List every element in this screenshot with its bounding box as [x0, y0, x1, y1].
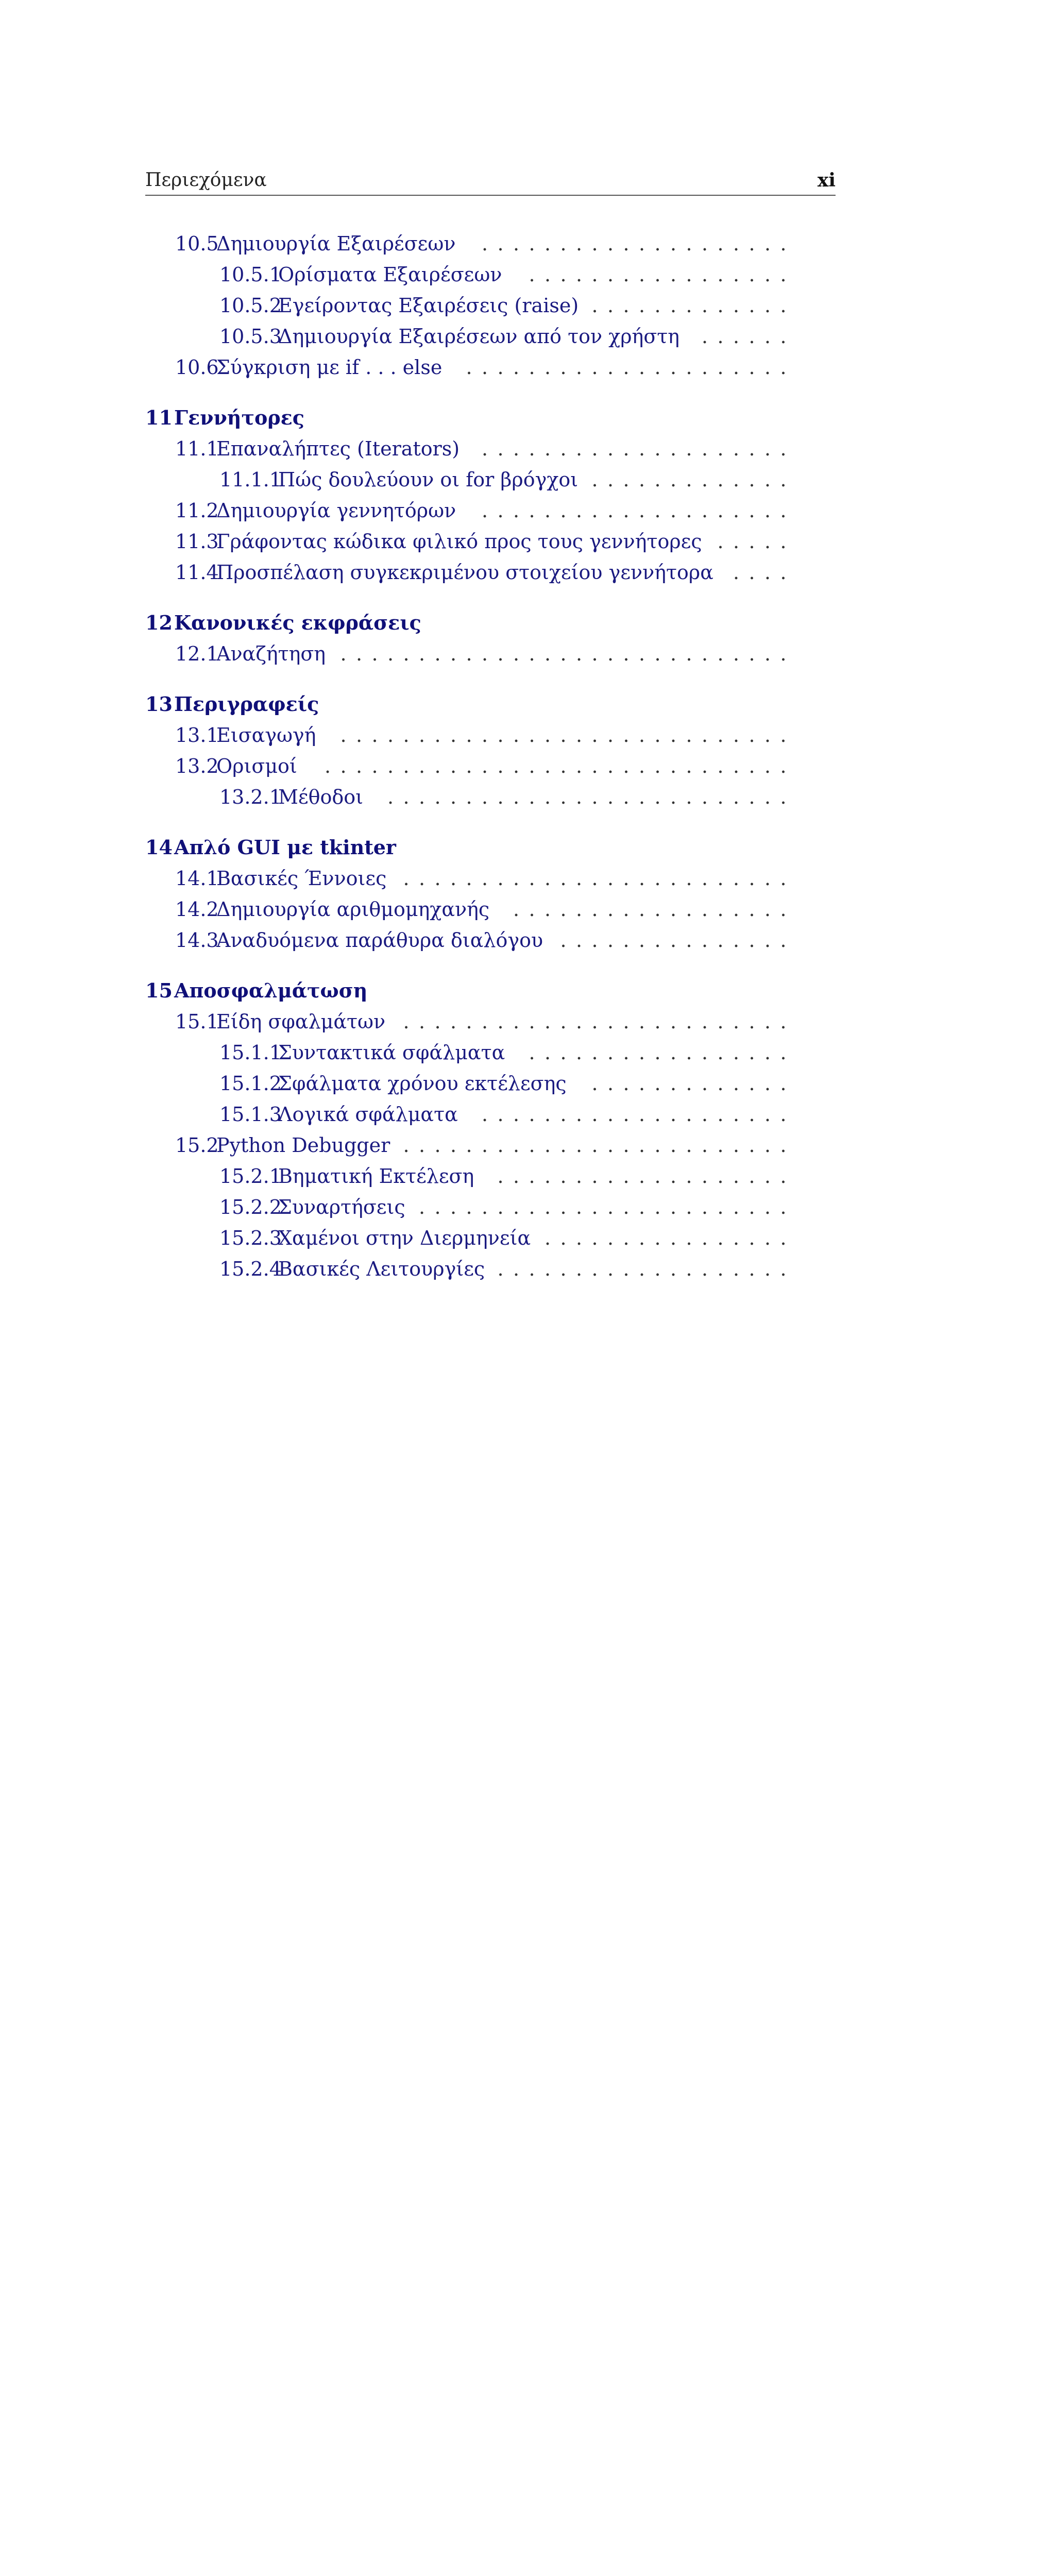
toc-entry-number: 10.6	[175, 356, 219, 379]
toc-entry-number: 11	[145, 406, 173, 429]
toc-section-entry[interactable]	[0, 467, 1055, 493]
toc-entry-title: Αναδυόμενα παράθυρα διαλόγου	[216, 929, 543, 952]
toc-entry-title: Περιγραφείς	[174, 692, 319, 716]
toc-section-entry[interactable]	[0, 722, 1055, 748]
toc-entry-title: Πώς δουλεύουν οι for βρόγχοι	[278, 468, 578, 491]
toc-section-entry[interactable]	[0, 498, 1055, 523]
toc-section-entry[interactable]	[0, 262, 1055, 287]
toc-section-entry[interactable]	[0, 1256, 1055, 1282]
leader-dots: . . . . . . . . . . . . . . . . . . . . . . . . . . . . . .	[325, 755, 787, 777]
leader-dots: . . . . . . . . . . . . . . . . . . . . . . . . .	[403, 1134, 787, 1157]
toc-entry-title: Μέθοδοι	[278, 786, 364, 808]
leader-dots: . . . .	[733, 561, 787, 584]
leader-dots: . . . . . . . . . . . . . . . . . . . . . . . . .	[403, 1010, 787, 1033]
leader-dots: . . . . . . . . . . . . . . . . .	[529, 1041, 787, 1064]
leader-dots: . . . . . . . . . . . . . . . . . . . . . . . . . .	[387, 786, 787, 808]
toc-entry-title: Επαναλήπτες (Iterators)	[216, 437, 460, 460]
toc-section-entry[interactable]	[0, 1071, 1055, 1096]
toc-entry-title: Εγείροντας Εξαιρέσεις (raise)	[278, 294, 579, 317]
leader-dots: . . . . . . . . . . . . . . . . . . . .	[482, 232, 787, 255]
toc-entry-number: 13.2	[175, 755, 219, 777]
toc-section-entry[interactable]	[0, 753, 1055, 779]
toc-section-entry[interactable]	[0, 1194, 1055, 1220]
leader-dots: . . . . . . . . . . . . . . .	[560, 929, 787, 952]
toc-entry-number: 14	[145, 836, 173, 859]
toc-entry-number: 15.1.3	[219, 1103, 282, 1126]
toc-entry-number: 11.1.1	[219, 468, 282, 491]
toc-entry-title: Python Debugger	[216, 1134, 390, 1157]
toc-entry-number: 12.1	[175, 642, 219, 665]
toc-entry-number: 11.4	[175, 561, 219, 584]
toc-entry-title: Είδη σφαλμάτων	[216, 1010, 386, 1033]
toc-section-entry[interactable]	[0, 560, 1055, 585]
toc-chapter-entry[interactable]	[0, 978, 1055, 1004]
toc-section-entry[interactable]	[0, 1225, 1055, 1251]
toc-entry-number: 10.5.1	[219, 263, 282, 286]
leader-dots: . . . . . .	[702, 325, 787, 348]
toc-entry-number: 15.2.1	[219, 1165, 282, 1188]
toc-entry-title: Δημιουργία γεννητόρων	[216, 499, 456, 522]
toc-entry-title: Χαμένοι στην Διερμηνεία	[278, 1227, 531, 1249]
toc-section-entry[interactable]	[0, 1132, 1055, 1158]
header-page-number: xi	[817, 170, 836, 191]
toc-entry-title: Συντακτικά σφάλματα	[278, 1041, 505, 1064]
toc-entry-number: 15.2.3	[219, 1227, 282, 1249]
leader-dots: . . . . . . . . . . . . . . . . . . . . . . . . . . . . .	[340, 724, 787, 747]
toc-chapter-entry[interactable]	[0, 405, 1055, 431]
toc-entry-title: Συναρτήσεις	[278, 1196, 405, 1218]
toc-entry-title: Σφάλματα χρόνου εκτέλεσης	[278, 1072, 567, 1095]
toc-entry-title: Δημιουργία Εξαιρέσεων	[216, 232, 456, 255]
toc-section-entry[interactable]	[0, 1040, 1055, 1065]
leader-dots: . . . . . . . . . . . . . . . . .	[529, 263, 787, 286]
toc-entry-number: 13	[145, 692, 173, 716]
toc-entry-number: 14.2	[175, 898, 219, 921]
toc-section-entry[interactable]	[0, 293, 1055, 318]
header-title: Περιεχόμενα	[145, 170, 267, 191]
toc-entry-title: Αποσφαλμάτωση	[174, 979, 368, 1002]
toc-entry-number: 11.3	[175, 530, 219, 553]
toc-entry-title: Σύγκριση με if . . . else	[216, 356, 443, 379]
toc-section-entry[interactable]	[0, 1009, 1055, 1035]
toc-entry-number: 15.2.2	[219, 1196, 282, 1218]
toc-entry-title: Βασικές Λειτουργίες	[278, 1258, 485, 1280]
toc-entry-number: 15.1.2	[219, 1072, 282, 1095]
toc-section-entry[interactable]	[0, 354, 1055, 380]
toc-entry-title: Λογικά σφάλματα	[278, 1103, 458, 1126]
leader-dots: . . . . . . . . . . . . . . . . . . . . . . . .	[419, 1196, 787, 1218]
toc-section-entry[interactable]	[0, 231, 1055, 257]
leader-dots: . . . . . . . . . . . . . . . . . .	[513, 898, 787, 921]
toc-entry-number: 14.1	[175, 867, 219, 890]
toc-entry-number: 10.5.2	[219, 294, 282, 317]
toc-entry-number: 10.5.3	[219, 325, 282, 348]
toc-section-entry[interactable]	[0, 927, 1055, 953]
leader-dots: . . . . .	[717, 530, 787, 553]
leader-dots: . . . . . . . . . . . . .	[591, 1072, 787, 1095]
toc-entry-number: 15	[145, 979, 173, 1002]
toc-section-entry[interactable]	[0, 1163, 1055, 1189]
toc-entry-number: 15.2.4	[219, 1258, 282, 1280]
toc-entry-title: Κανονικές εκφράσεις	[174, 611, 421, 634]
running-header	[145, 166, 836, 196]
toc-entry-number: 12	[145, 611, 173, 634]
toc-entry-title: Βηματική Εκτέλεση	[278, 1165, 474, 1188]
toc-entry-number: 13.2.1	[219, 786, 282, 808]
toc-entry-number: 13.1	[175, 724, 219, 747]
leader-dots: . . . . . . . . . . . . . . . . . . . .	[482, 437, 787, 460]
toc-entry-title: Γράφοντας κώδικα φιλικό προς τους γεννήτορες	[216, 530, 702, 553]
leader-dots: . . . . . . . . . . . . . . . . . . . . . . . . . . . . .	[340, 642, 787, 665]
toc-entry-number: 11.1	[175, 437, 219, 460]
toc-entry-number: 11.2	[175, 499, 219, 522]
toc-entry-title: Δημιουργία αριθμομηχανής	[216, 898, 490, 921]
toc-entry-title: Γεννήτορες	[174, 406, 304, 429]
toc-entry-title: Ορισμοί	[216, 755, 297, 777]
leader-dots: . . . . . . . . . . . . . . . . . . . . .	[466, 356, 787, 379]
toc-entry-page	[0, 1256, 841, 2576]
toc-chapter-entry[interactable]	[0, 610, 1055, 636]
toc-entry-title: Απλό GUI με tkinter	[174, 836, 396, 859]
toc-chapter-entry[interactable]	[0, 691, 1055, 717]
toc-section-entry[interactable]	[0, 784, 1055, 810]
toc-entry-title: Ορίσματα Εξαιρέσεων	[278, 263, 502, 286]
toc-entry-number: 15.1	[175, 1010, 219, 1033]
leader-dots: . . . . . . . . . . . . . . . . . . . .	[482, 1103, 787, 1126]
leader-dots: . . . . . . . . . . . . .	[591, 294, 787, 317]
toc-entry-title: Δημιουργία Εξαιρέσεων από τον χρήστη	[278, 325, 680, 348]
toc-entry-number: 15.1.1	[219, 1041, 282, 1064]
leader-dots: . . . . . . . . . . . . .	[591, 468, 787, 491]
toc-section-entry[interactable]	[0, 324, 1055, 349]
leader-dots: . . . . . . . . . . . . . . . . . . . . . . . . .	[403, 867, 787, 890]
toc-entry-title: Προσπέλαση συγκεκριμένου στοιχείου γεννήτορα	[216, 561, 713, 584]
toc-entry-title: Εισαγωγή	[216, 724, 316, 747]
toc-section-entry[interactable]	[0, 896, 1055, 922]
toc-section-entry[interactable]	[0, 641, 1055, 667]
toc-entry-number: 15.2	[175, 1134, 219, 1157]
toc-entry-title: Βασικές Έννοιες	[216, 867, 387, 890]
leader-dots: . . . . . . . . . . . . . . . . . . .	[497, 1165, 787, 1188]
toc-section-entry[interactable]	[0, 529, 1055, 554]
toc-entry-number: 14.3	[175, 929, 219, 952]
toc-chapter-entry[interactable]	[0, 835, 1055, 860]
toc-entry-number: 10.5	[175, 232, 219, 255]
toc-section-entry[interactable]	[0, 436, 1055, 462]
toc-section-entry[interactable]	[0, 866, 1055, 891]
leader-dots: . . . . . . . . . . . . . . . .	[544, 1227, 787, 1249]
leader-dots: . . . . . . . . . . . . . . . . . . . .	[482, 499, 787, 522]
toc-section-entry[interactable]	[0, 1101, 1055, 1127]
leader-dots: . . . . . . . . . . . . . . . . . . .	[497, 1258, 787, 1280]
toc-entry-title: Αναζήτηση	[216, 642, 326, 665]
